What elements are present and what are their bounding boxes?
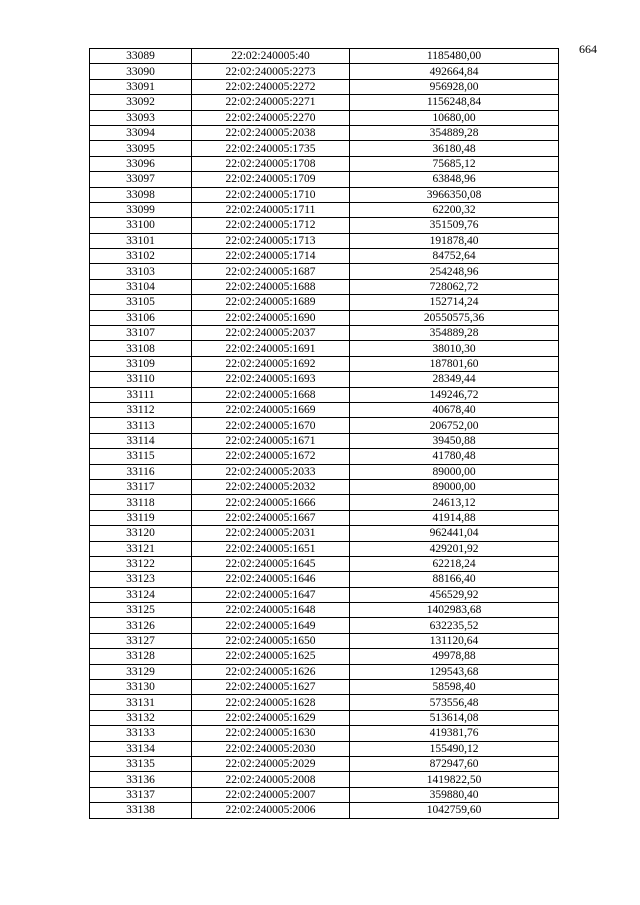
table-row (90, 541, 559, 556)
row-number-cell: 33100 (90, 218, 192, 233)
value-cell: 89000,00 (350, 479, 559, 494)
table-row (90, 264, 559, 279)
row-number-cell: 33137 (90, 787, 192, 802)
cadastral-number-cell: 22:02:240005:2033 (192, 464, 350, 479)
row-number-cell: 33106 (90, 310, 192, 325)
table-row (90, 479, 559, 494)
row-number-cell: 33101 (90, 233, 192, 248)
table-row (90, 125, 559, 140)
cadastral-number-cell: 22:02:240005:1735 (192, 141, 350, 156)
value-cell: 84752,64 (350, 249, 559, 264)
row-number-cell: 33105 (90, 295, 192, 310)
row-number-cell: 33093 (90, 110, 192, 125)
row-number-cell: 33089 (90, 49, 192, 64)
table-row (90, 387, 559, 402)
table-row (90, 326, 559, 341)
table-row (90, 772, 559, 787)
row-number-cell: 33132 (90, 710, 192, 725)
value-cell: 354889,28 (350, 326, 559, 341)
table-row (90, 633, 559, 648)
table-row (90, 603, 559, 618)
value-cell: 38010,30 (350, 341, 559, 356)
table-row (90, 526, 559, 541)
row-number-cell: 33121 (90, 541, 192, 556)
value-cell: 20550575,36 (350, 310, 559, 325)
cadastral-number-cell: 22:02:240005:2037 (192, 326, 350, 341)
table-row (90, 756, 559, 771)
row-number-cell: 33111 (90, 387, 192, 402)
cadastral-number-cell: 22:02:240005:1645 (192, 556, 350, 571)
table-row (90, 418, 559, 433)
cadastral-number-cell: 22:02:240005:2038 (192, 125, 350, 140)
cadastral-number-cell: 22:02:240005:1647 (192, 587, 350, 602)
value-cell: 632235,52 (350, 618, 559, 633)
row-number-cell: 33125 (90, 603, 192, 618)
row-number-cell: 33131 (90, 695, 192, 710)
table-row (90, 279, 559, 294)
value-cell: 62200,32 (350, 202, 559, 217)
value-cell: 75685,12 (350, 156, 559, 171)
table-row (90, 202, 559, 217)
row-number-cell: 33114 (90, 433, 192, 448)
table-row (90, 110, 559, 125)
table-row (90, 233, 559, 248)
value-cell: 1185480,00 (350, 49, 559, 64)
cadastral-number-cell: 22:02:240005:2030 (192, 741, 350, 756)
table-row (90, 787, 559, 802)
cadastral-number-cell: 22:02:240005:1667 (192, 510, 350, 525)
row-number-cell: 33107 (90, 326, 192, 341)
row-number-cell: 33124 (90, 587, 192, 602)
cadastral-number-cell: 22:02:240005:2273 (192, 64, 350, 79)
cadastral-number-cell: 22:02:240005:1691 (192, 341, 350, 356)
table-row (90, 664, 559, 679)
value-cell: 573556,48 (350, 695, 559, 710)
cadastral-number-cell: 22:02:240005:1668 (192, 387, 350, 402)
cadastral-number-cell: 22:02:240005:2006 (192, 803, 350, 818)
row-number-cell: 33127 (90, 633, 192, 648)
cadastral-number-cell: 22:02:240005:1712 (192, 218, 350, 233)
table-row (90, 187, 559, 202)
row-number-cell: 33136 (90, 772, 192, 787)
cadastral-number-cell: 22:02:240005:2032 (192, 479, 350, 494)
table-row (90, 572, 559, 587)
cadastral-number-cell: 22:02:240005:1625 (192, 649, 350, 664)
value-cell: 1042759,60 (350, 803, 559, 818)
cadastral-number-cell: 22:02:240005:1651 (192, 541, 350, 556)
value-cell: 513614,08 (350, 710, 559, 725)
value-cell: 88166,40 (350, 572, 559, 587)
table-row (90, 341, 559, 356)
value-cell: 354889,28 (350, 125, 559, 140)
cadastral-number-cell: 22:02:240005:2271 (192, 95, 350, 110)
table-row (90, 156, 559, 171)
value-cell: 28349,44 (350, 372, 559, 387)
table-row (90, 295, 559, 310)
table-row (90, 172, 559, 187)
cadastral-number-cell: 22:02:240005:1628 (192, 695, 350, 710)
table-row (90, 741, 559, 756)
value-cell: 492664,84 (350, 64, 559, 79)
cadastral-number-cell: 22:02:240005:1649 (192, 618, 350, 633)
value-cell: 129543,68 (350, 664, 559, 679)
table-row (90, 803, 559, 818)
value-cell: 728062,72 (350, 279, 559, 294)
value-cell: 956928,00 (350, 79, 559, 94)
value-cell: 1419822,50 (350, 772, 559, 787)
cadastral-number-cell: 22:02:240005:2029 (192, 756, 350, 771)
value-cell: 63848,96 (350, 172, 559, 187)
cadastral-number-cell: 22:02:240005:2272 (192, 79, 350, 94)
cadastral-number-cell: 22:02:240005:1713 (192, 233, 350, 248)
row-number-cell: 33138 (90, 803, 192, 818)
cadastral-number-cell: 22:02:240005:2008 (192, 772, 350, 787)
cadastral-number-cell: 22:02:240005:1646 (192, 572, 350, 587)
value-cell: 152714,24 (350, 295, 559, 310)
table-row (90, 79, 559, 94)
row-number-cell: 33135 (90, 756, 192, 771)
value-cell: 58598,40 (350, 680, 559, 695)
value-cell: 131120,64 (350, 633, 559, 648)
row-number-cell: 33134 (90, 741, 192, 756)
row-number-cell: 33128 (90, 649, 192, 664)
value-cell: 359880,40 (350, 787, 559, 802)
row-number-cell: 33115 (90, 449, 192, 464)
table-row (90, 356, 559, 371)
row-number-cell: 33096 (90, 156, 192, 171)
cadastral-number-cell: 22:02:240005:1709 (192, 172, 350, 187)
cadastral-number-cell: 22:02:240005:1650 (192, 633, 350, 648)
table-row (90, 556, 559, 571)
row-number-cell: 33103 (90, 264, 192, 279)
table-row (90, 49, 559, 64)
cadastral-number-cell: 22:02:240005:1710 (192, 187, 350, 202)
row-number-cell: 33094 (90, 125, 192, 140)
cadastral-number-cell: 22:02:240005:1670 (192, 418, 350, 433)
cadastral-number-cell: 22:02:240005:1648 (192, 603, 350, 618)
value-cell: 429201,92 (350, 541, 559, 556)
row-number-cell: 33119 (90, 510, 192, 525)
row-number-cell: 33091 (90, 79, 192, 94)
value-cell: 254248,96 (350, 264, 559, 279)
table-row (90, 618, 559, 633)
table-row (90, 726, 559, 741)
table-row (90, 464, 559, 479)
cadastral-number-cell: 22:02:240005:1692 (192, 356, 350, 371)
row-number-cell: 33092 (90, 95, 192, 110)
row-number-cell: 33099 (90, 202, 192, 217)
value-cell: 40678,40 (350, 402, 559, 417)
cadastral-number-cell: 22:02:240005:1629 (192, 710, 350, 725)
table-row (90, 372, 559, 387)
value-cell: 24613,12 (350, 495, 559, 510)
row-number-cell: 33116 (90, 464, 192, 479)
row-number-cell: 33113 (90, 418, 192, 433)
value-cell: 89000,00 (350, 464, 559, 479)
value-cell: 41914,88 (350, 510, 559, 525)
cadastral-number-cell: 22:02:240005:2031 (192, 526, 350, 541)
row-number-cell: 33118 (90, 495, 192, 510)
value-cell: 1402983,68 (350, 603, 559, 618)
table-row (90, 449, 559, 464)
value-cell: 456529,92 (350, 587, 559, 602)
row-number-cell: 33090 (90, 64, 192, 79)
value-cell: 149246,72 (350, 387, 559, 402)
row-number-cell: 33126 (90, 618, 192, 633)
cadastral-number-cell: 22:02:240005:1688 (192, 279, 350, 294)
cadastral-number-cell: 22:02:240005:1708 (192, 156, 350, 171)
table-row (90, 587, 559, 602)
row-number-cell: 33123 (90, 572, 192, 587)
table-row (90, 495, 559, 510)
cadastral-number-cell: 22:02:240005:1711 (192, 202, 350, 217)
row-number-cell: 33133 (90, 726, 192, 741)
table-row (90, 310, 559, 325)
row-number-cell: 33095 (90, 141, 192, 156)
row-number-cell: 33120 (90, 526, 192, 541)
cadastral-number-cell: 22:02:240005:1669 (192, 402, 350, 417)
table-row (90, 710, 559, 725)
page-number: 664 (579, 42, 597, 56)
table-row (90, 249, 559, 264)
value-cell: 419381,76 (350, 726, 559, 741)
cadastral-number-cell: 22:02:240005:1714 (192, 249, 350, 264)
table-row (90, 402, 559, 417)
table-row (90, 64, 559, 79)
value-cell: 10680,00 (350, 110, 559, 125)
cadastral-number-cell: 22:02:240005:1630 (192, 726, 350, 741)
row-number-cell: 33117 (90, 479, 192, 494)
table-body (90, 49, 559, 819)
cadastral-number-cell: 22:02:240005:1666 (192, 495, 350, 510)
value-cell: 351509,76 (350, 218, 559, 233)
table-row (90, 433, 559, 448)
table-row (90, 695, 559, 710)
cadastral-number-cell: 22:02:240005:2270 (192, 110, 350, 125)
cadastral-number-cell: 22:02:240005:1671 (192, 433, 350, 448)
cadastral-number-cell: 22:02:240005:2007 (192, 787, 350, 802)
value-cell: 206752,00 (350, 418, 559, 433)
row-number-cell: 33102 (90, 249, 192, 264)
value-cell: 191878,40 (350, 233, 559, 248)
table-row (90, 510, 559, 525)
cadastral-number-cell: 22:02:240005:1626 (192, 664, 350, 679)
row-number-cell: 33130 (90, 680, 192, 695)
table-row (90, 141, 559, 156)
cadastral-value-table (89, 48, 559, 819)
row-number-cell: 33129 (90, 664, 192, 679)
cadastral-number-cell: 22:02:240005:1689 (192, 295, 350, 310)
table-row (90, 218, 559, 233)
value-cell: 49978,88 (350, 649, 559, 664)
row-number-cell: 33109 (90, 356, 192, 371)
row-number-cell: 33112 (90, 402, 192, 417)
value-cell: 36180,48 (350, 141, 559, 156)
value-cell: 962441,04 (350, 526, 559, 541)
value-cell: 155490,12 (350, 741, 559, 756)
cadastral-number-cell: 22:02:240005:1693 (192, 372, 350, 387)
row-number-cell: 33098 (90, 187, 192, 202)
value-cell: 187801,60 (350, 356, 559, 371)
value-cell: 1156248,84 (350, 95, 559, 110)
row-number-cell: 33110 (90, 372, 192, 387)
value-cell: 41780,48 (350, 449, 559, 464)
cadastral-number-cell: 22:02:240005:1627 (192, 680, 350, 695)
table-row (90, 649, 559, 664)
cadastral-number-cell: 22:02:240005:40 (192, 49, 350, 64)
value-cell: 872947,60 (350, 756, 559, 771)
row-number-cell: 33104 (90, 279, 192, 294)
cadastral-number-cell: 22:02:240005:1690 (192, 310, 350, 325)
value-cell: 62218,24 (350, 556, 559, 571)
row-number-cell: 33122 (90, 556, 192, 571)
value-cell: 39450,88 (350, 433, 559, 448)
row-number-cell: 33097 (90, 172, 192, 187)
table-row (90, 680, 559, 695)
value-cell: 3966350,08 (350, 187, 559, 202)
cadastral-number-cell: 22:02:240005:1672 (192, 449, 350, 464)
cadastral-number-cell: 22:02:240005:1687 (192, 264, 350, 279)
row-number-cell: 33108 (90, 341, 192, 356)
table-row (90, 95, 559, 110)
